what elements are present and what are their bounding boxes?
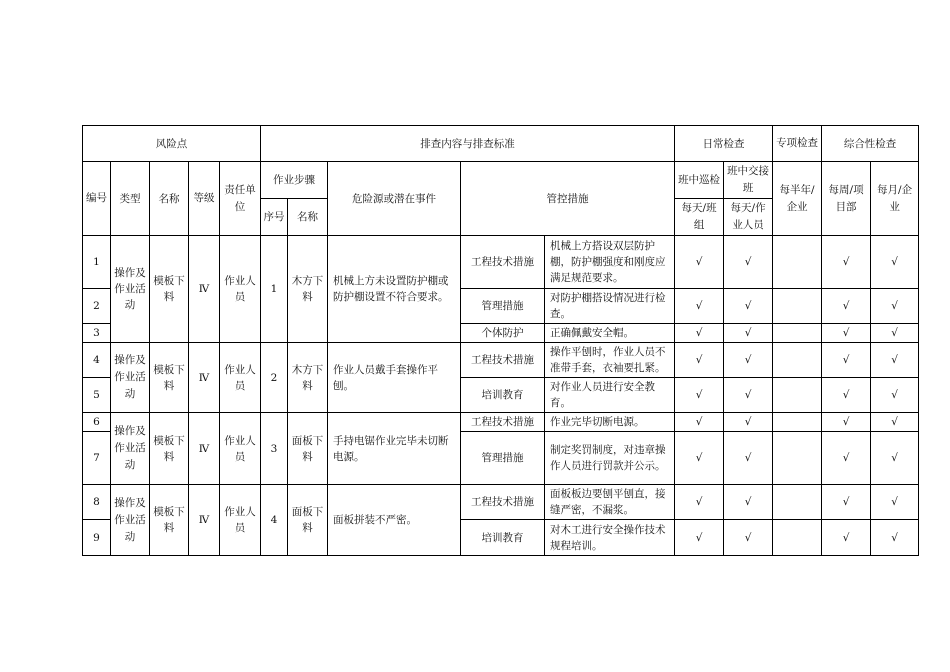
measure-text: 对防护棚搭设情况进行检查。 xyxy=(545,289,675,324)
check-monthly: √ xyxy=(871,324,919,343)
check-shift-patrol: √ xyxy=(675,289,724,324)
measure-category: 管理措施 xyxy=(461,432,545,485)
measure-text: 对木工进行安全操作技术规程培训。 xyxy=(545,520,675,556)
header-level: 等级 xyxy=(189,162,220,236)
risk-name: 模板下料 xyxy=(150,236,189,343)
check-shift-patrol: √ xyxy=(675,343,724,378)
check-monthly: √ xyxy=(871,485,919,520)
header-half-year: 每半年/企业 xyxy=(773,162,822,236)
row-no: 2 xyxy=(83,289,111,324)
hazard-description: 作业人员戴手套操作平刨。 xyxy=(328,343,461,413)
check-shift-patrol: √ xyxy=(675,520,724,556)
risk-inspection-table xyxy=(82,125,919,556)
header-daily-team: 每天/班组 xyxy=(675,199,724,236)
check-shift-patrol: √ xyxy=(675,485,724,520)
measure-text: 对作业人员进行安全教育。 xyxy=(545,378,675,413)
header-daily-check: 日常检查 xyxy=(675,126,773,162)
step-number: 4 xyxy=(261,485,288,556)
risk-level: Ⅳ xyxy=(189,343,220,413)
risk-type: 操作及作业活动 xyxy=(111,413,150,485)
check-monthly: √ xyxy=(871,432,919,485)
risk-name: 模板下料 xyxy=(150,485,189,556)
measure-category: 工程技术措施 xyxy=(461,485,545,520)
measure-category: 培训教育 xyxy=(461,520,545,556)
header-work-steps: 作业步骤 xyxy=(261,162,328,199)
risk-type: 操作及作业活动 xyxy=(111,236,150,343)
responsible-unit: 作业人员 xyxy=(220,343,261,413)
check-shift-handover: √ xyxy=(724,413,773,432)
header-inspection-standard: 排查内容与排查标准 xyxy=(261,126,675,162)
header-weekly: 每周/项目部 xyxy=(822,162,871,236)
header-seq: 序号 xyxy=(261,199,288,236)
row-no: 5 xyxy=(83,378,111,413)
responsible-unit: 作业人员 xyxy=(220,236,261,343)
step-number: 2 xyxy=(261,343,288,413)
check-shift-patrol: √ xyxy=(675,378,724,413)
row-no: 3 xyxy=(83,324,111,343)
risk-level: Ⅳ xyxy=(189,413,220,485)
check-weekly: √ xyxy=(822,432,871,485)
check-shift-handover: √ xyxy=(724,485,773,520)
check-shift-handover: √ xyxy=(724,378,773,413)
measure-text: 作业完毕切断电源。 xyxy=(545,413,675,432)
risk-name: 模板下料 xyxy=(150,343,189,413)
check-monthly: √ xyxy=(871,343,919,378)
step-name: 面板下料 xyxy=(288,413,328,485)
check-half-year xyxy=(773,520,822,556)
header-no: 编号 xyxy=(83,162,111,236)
check-half-year xyxy=(773,236,822,289)
check-monthly: √ xyxy=(871,236,919,289)
check-half-year xyxy=(773,413,822,432)
check-half-year xyxy=(773,343,822,378)
row-no: 6 xyxy=(83,413,111,432)
header-special-check: 专项检查 xyxy=(773,126,822,162)
measure-category: 个体防护 xyxy=(461,324,545,343)
row-no: 1 xyxy=(83,236,111,289)
hazard-description: 机械上方未设置防护棚或防护棚设置不符合要求。 xyxy=(328,236,461,343)
header-risk-point: 风险点 xyxy=(83,126,261,162)
check-half-year xyxy=(773,485,822,520)
check-weekly: √ xyxy=(822,343,871,378)
check-shift-handover: √ xyxy=(724,324,773,343)
check-monthly: √ xyxy=(871,413,919,432)
check-weekly: √ xyxy=(822,520,871,556)
check-shift-patrol: √ xyxy=(675,413,724,432)
header-shift-handover: 班中交接班 xyxy=(724,162,773,199)
measure-category: 工程技术措施 xyxy=(461,343,545,378)
measure-category: 工程技术措施 xyxy=(461,236,545,289)
header-control-measures: 管控措施 xyxy=(461,162,675,236)
check-shift-patrol: √ xyxy=(675,236,724,289)
header-type: 类型 xyxy=(111,162,150,236)
risk-type: 操作及作业活动 xyxy=(111,485,150,556)
header-comprehensive-check: 综合性检查 xyxy=(822,126,919,162)
check-shift-patrol: √ xyxy=(675,432,724,485)
risk-level: Ⅳ xyxy=(189,236,220,343)
measure-text: 机械上方搭设双层防护棚，防护棚强度和刚度应满足规范要求。 xyxy=(545,236,675,289)
row-no: 7 xyxy=(83,432,111,485)
check-half-year xyxy=(773,289,822,324)
header-step-name: 名称 xyxy=(288,199,328,236)
hazard-description: 手持电锯作业完毕未切断电源。 xyxy=(328,413,461,485)
check-weekly: √ xyxy=(822,413,871,432)
check-weekly: √ xyxy=(822,485,871,520)
step-name: 木方下料 xyxy=(288,343,328,413)
check-monthly: √ xyxy=(871,289,919,324)
measure-text: 正确佩戴安全帽。 xyxy=(545,324,675,343)
step-number: 3 xyxy=(261,413,288,485)
step-number: 1 xyxy=(261,236,288,343)
step-name: 面板下料 xyxy=(288,485,328,556)
check-weekly: √ xyxy=(822,324,871,343)
measure-category: 管理措施 xyxy=(461,289,545,324)
check-half-year xyxy=(773,378,822,413)
step-name: 木方下料 xyxy=(288,236,328,343)
check-weekly: √ xyxy=(822,378,871,413)
header-resp-unit: 责任单位 xyxy=(220,162,261,236)
check-shift-handover: √ xyxy=(724,432,773,485)
risk-type: 操作及作业活动 xyxy=(111,343,150,413)
check-monthly: √ xyxy=(871,378,919,413)
hazard-description: 面板拼装不严密。 xyxy=(328,485,461,556)
check-half-year xyxy=(773,324,822,343)
measure-text: 操作平刨时，作业人员不准带手套，衣袖要扎紧。 xyxy=(545,343,675,378)
check-shift-handover: √ xyxy=(724,520,773,556)
measure-category: 培训教育 xyxy=(461,378,545,413)
check-monthly: √ xyxy=(871,520,919,556)
row-no: 4 xyxy=(83,343,111,378)
header-shift-patrol: 班中巡检 xyxy=(675,162,724,199)
responsible-unit: 作业人员 xyxy=(220,413,261,485)
measure-text: 制定奖罚制度，对违章操作人员进行罚款并公示。 xyxy=(545,432,675,485)
check-shift-handover: √ xyxy=(724,289,773,324)
header-monthly: 每月/企业 xyxy=(871,162,919,236)
header-name: 名称 xyxy=(150,162,189,236)
check-weekly: √ xyxy=(822,289,871,324)
measure-text: 面板板边要刨平刨直，接缝严密，不漏浆。 xyxy=(545,485,675,520)
risk-level: Ⅳ xyxy=(189,485,220,556)
check-weekly: √ xyxy=(822,236,871,289)
row-no: 9 xyxy=(83,520,111,556)
check-shift-handover: √ xyxy=(724,343,773,378)
header-daily-worker: 每天/作业人员 xyxy=(724,199,773,236)
row-no: 8 xyxy=(83,485,111,520)
check-shift-patrol: √ xyxy=(675,324,724,343)
check-half-year xyxy=(773,432,822,485)
responsible-unit: 作业人员 xyxy=(220,485,261,556)
measure-category: 工程技术措施 xyxy=(461,413,545,432)
check-shift-handover: √ xyxy=(724,236,773,289)
header-hazard: 危险源或潜在事件 xyxy=(328,162,461,236)
risk-name: 模板下料 xyxy=(150,413,189,485)
